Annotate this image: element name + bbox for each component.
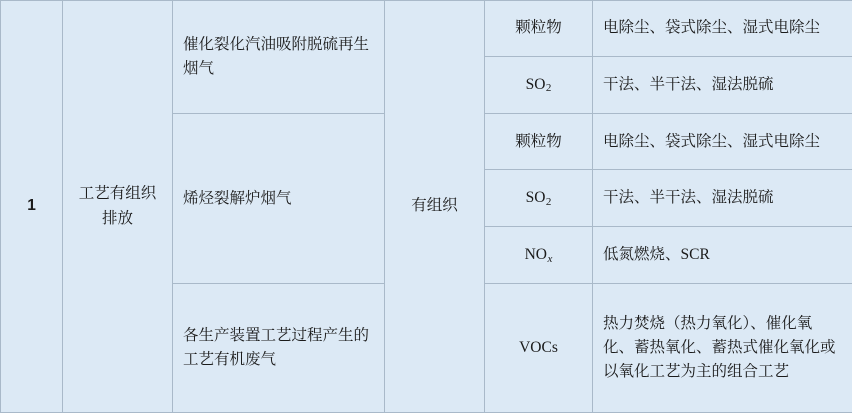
cell-pollutant-particulate-1: 颗粒物 bbox=[485, 1, 593, 57]
cell-pollutant-so2-1 bbox=[485, 56, 593, 113]
cell-technology-so2-1: 干法、半干法、湿法脱硫 bbox=[593, 56, 852, 113]
cell-pollutant-nox bbox=[485, 227, 593, 284]
table-row bbox=[1, 1, 852, 57]
cell-source-1: 催化裂化汽油吸附脱硫再生烟气 bbox=[173, 1, 385, 114]
cell-technology-dust-1: 电除尘、袋式除尘、湿式电除尘 bbox=[593, 1, 852, 57]
cell-technology-dust-2: 电除尘、袋式除尘、湿式电除尘 bbox=[593, 114, 852, 170]
cell-technology-vocs: 热力焚烧（热力氧化）、催化氧化、蓄热氧化、蓄热式催化氧化或以氧化工艺为主的组合工艺 bbox=[593, 284, 852, 413]
cell-pollutant-so2-2 bbox=[485, 170, 593, 227]
cell-organized-type: 有组织 bbox=[385, 1, 485, 413]
so2-subscript: 2 bbox=[545, 195, 552, 208]
cell-technology-so2-2: 干法、半干法、湿法脱硫 bbox=[593, 170, 852, 227]
cell-source-3: 各生产装置工艺过程产生的工艺有机废气 bbox=[173, 284, 385, 413]
so2-base: SO bbox=[525, 188, 546, 206]
cell-source-2: 烯烃裂解炉烟气 bbox=[173, 114, 385, 284]
so2-base: SO bbox=[525, 75, 546, 93]
cell-pollutant-particulate-2: 颗粒物 bbox=[485, 114, 593, 170]
cell-category: 工艺有组织排放 bbox=[63, 1, 173, 413]
cell-row-number: 1 bbox=[1, 1, 63, 413]
cell-technology-nox: 低氮燃烧、SCR bbox=[593, 227, 852, 284]
nox-base: NO bbox=[524, 245, 547, 263]
nox-subscript: x bbox=[547, 252, 553, 265]
cell-pollutant-vocs: VOCs bbox=[485, 284, 593, 413]
so2-subscript: 2 bbox=[545, 82, 552, 95]
